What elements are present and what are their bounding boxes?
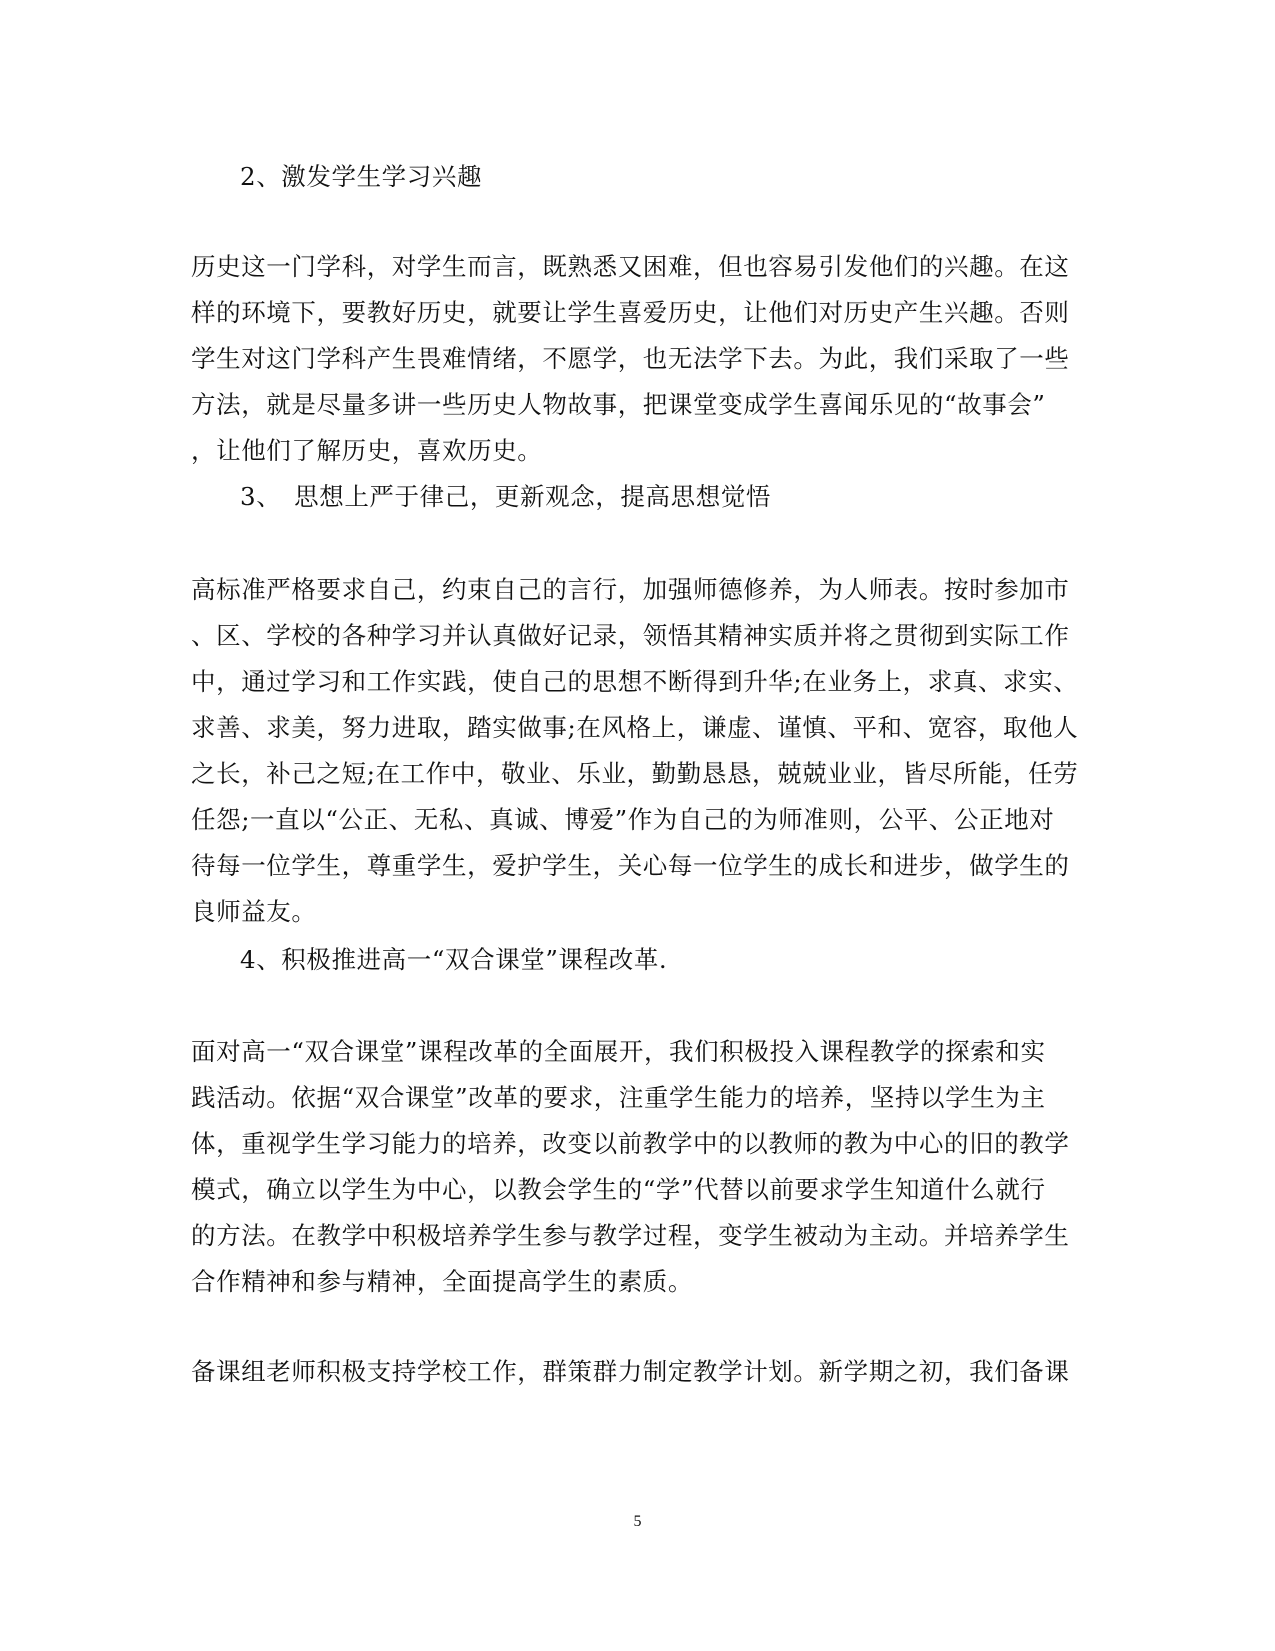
page-number: 5 xyxy=(633,1513,642,1530)
paragraph-line: 历史这一门学科，对学生而言，既熟悉又困难，但也容易引发他们的兴趣。在这 xyxy=(191,252,1070,281)
paragraph-line: 中，通过学习和工作实践，使自己的思想不断得到升华;在业务上，求真、求实、 xyxy=(191,667,1079,696)
paragraph-line: 待每一位学生，尊重学生，爱护学生，关心每一位学生的成长和进步，做学生的 xyxy=(191,851,1070,880)
heading-3: 3、 思想上严于律己，更新观念，提高思想觉悟 xyxy=(240,482,772,511)
paragraph-line: 求善、求美，努力进取，踏实做事;在风格上，谦虚、谨慎、平和、宽容，取他人 xyxy=(191,713,1079,742)
paragraph-line: 方法，就是尽量多讲一些历史人物故事，把课堂变成学生喜闻乐见的“故事会” xyxy=(191,390,1046,419)
paragraph-line: 任怨;一直以“公正、无私、真诚、博爱”作为自己的为师准则，公平、公正地对 xyxy=(191,805,1055,834)
paragraph-line: 备课组老师积极支持学校工作，群策群力制定教学计划。新学期之初，我们备课 xyxy=(191,1357,1070,1386)
paragraph-line: 、区、学校的各种学习并认真做好记录，领悟其精神实质并将之贯彻到实际工作 xyxy=(191,621,1070,650)
heading-4: 4、积极推进高一“双合课堂”课程改革. xyxy=(240,945,668,974)
paragraph-line: 高标准严格要求自己，约束自己的言行，加强师德修养，为人师表。按时参加市 xyxy=(191,575,1070,604)
paragraph-line: 良师益友。 xyxy=(191,897,317,926)
paragraph-line: 学生对这门学科产生畏难情绪，不愿学，也无法学下去。为此，我们采取了一些 xyxy=(191,344,1070,373)
paragraph-line: 面对高一“双合课堂”课程改革的全面展开，我们积极投入课程教学的探索和实 xyxy=(191,1037,1046,1066)
paragraph-line: 体，重视学生学习能力的培养，改变以前教学中的以教师的教为中心的旧的教学 xyxy=(191,1129,1070,1158)
paragraph-line: ，让他们了解历史，喜欢历史。 xyxy=(191,436,543,465)
paragraph-line: 合作精神和参与精神，全面提高学生的素质。 xyxy=(191,1267,693,1296)
heading-2: 2、激发学生学习兴趣 xyxy=(240,162,483,191)
paragraph-line: 模式，确立以学生为中心，以教会学生的“学”代替以前要求学生知道什么就行 xyxy=(191,1175,1046,1204)
paragraph-line: 之长，补己之短;在工作中，敬业、乐业，勤勤恳恳，兢兢业业，皆尽所能，任劳 xyxy=(191,759,1079,788)
paragraph-line: 的方法。在教学中积极培养学生参与教学过程，变学生被动为主动。并培养学生 xyxy=(191,1221,1070,1250)
paragraph-line: 样的环境下，要教好历史，就要让学生喜爱历史，让他们对历史产生兴趣。否则 xyxy=(191,298,1070,327)
paragraph-line: 践活动。依据“双合课堂”改革的要求，注重学生能力的培养，坚持以学生为主 xyxy=(191,1083,1046,1112)
